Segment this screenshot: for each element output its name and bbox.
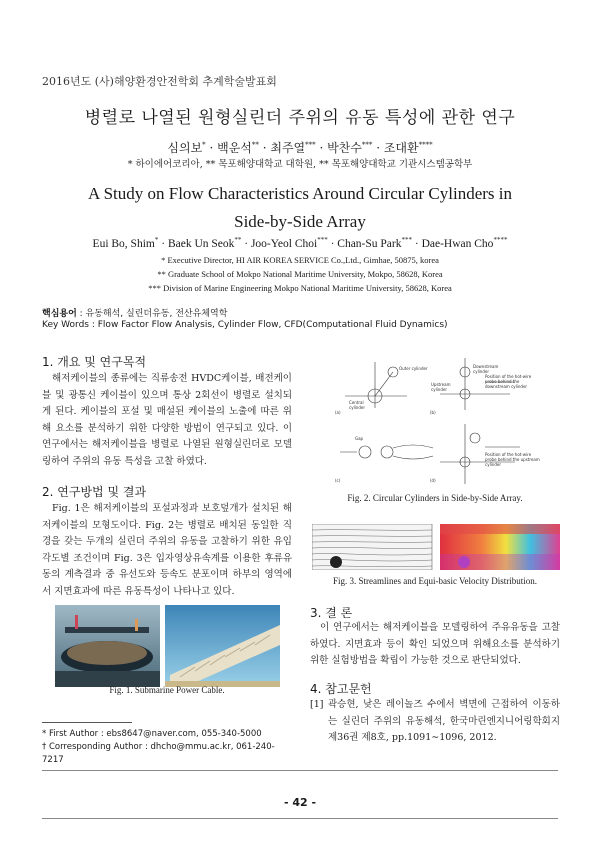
fig2-central-cylinder-label: Central cylinder xyxy=(349,400,365,410)
keywords-korean: 핵심용어 : 유동해석, 실린더유동, 전산유체역학 xyxy=(42,309,228,319)
english-affiliation-3: *** Division of Marine Engineering Mokpo National Maritime University, 58628, Korea xyxy=(148,283,452,293)
english-title: A Study on Flow Characteristics Around Circular Cylinders in Side-by-Side Array xyxy=(87,184,512,231)
reference-1: [1] 곽승현, 낮은 레이놀즈 수에서 벽면에 근접하여 이동하는 실린더 주위의 유동해석, 한국마린엔지니어링학회지 제36권 제8호, pp.1091∼1096, 2012. xyxy=(310,699,560,744)
section-1-body: 해저케이블의 종류에는 직류송전 HVDC케이블, 배전케이블 및 광통신 케이블이 있으며 통상 2회선이 병렬로 설치되게 된다. 케이블의 포설 및 매설된 케이블의 노출에 따른 위해 요소를 분석하기 위한 다양한 방법이 연구되고 있다. 이 연구에서는 해저케이블을 병렬로 나열된 원형실린더로 모델링하여 주위의 유동 특성을 고찰 하였다. xyxy=(42,373,292,467)
fig2-gap-label: Gap xyxy=(355,436,364,441)
fig2-caption: Fig. 2. Circular Cylinders in Side-by-Side Array. xyxy=(347,493,523,503)
fig2-label-a: (a) xyxy=(335,410,341,415)
fig2-probe-downstream-label: Position of the hot-wire probe behind the downstream cylinder xyxy=(485,374,532,389)
section-4-heading: 4. 참고문헌 xyxy=(310,682,372,696)
section-1-heading: 1. 개요 및 연구목적 xyxy=(42,355,147,369)
fig2-probe-upstream-label: Position of the hot-wire probe behind the upstream cylinder xyxy=(485,452,540,467)
english-affiliation-1: * Executive Director, HI AIR KOREA SERVICE Co.,Ltd., Gimhae, 50875, korea xyxy=(161,255,439,265)
footnotes: * First Author : ebs8647@naver.com, 055-340-5000 † Corresponding Author : dhcho@mmu.ac.kr, 061-240-7217 xyxy=(42,729,275,765)
fig2-diagram xyxy=(335,352,545,490)
fig2-label-c: (c) xyxy=(335,478,341,483)
fig1-caption: Fig. 1. Submarine Power Cable. xyxy=(109,685,225,695)
keywords-english: Key Words : Flow Factor Flow Analysis, Cylinder Flow, CFD(Computational Fluid Dynamics) xyxy=(42,320,448,330)
section-2-heading: 2. 연구방법 및 결과 xyxy=(42,485,147,499)
fig2-label-b: (b) xyxy=(430,410,436,415)
korean-authors: 심의보* · 백운석** · 최주열*** · 박찬수*** · 조대환**** xyxy=(167,141,433,155)
fig2-outer-cylinder-label: Outer cylinder xyxy=(399,366,428,371)
fig1-image xyxy=(55,605,280,687)
fig3-caption: Fig. 3. Streamlines and Equi-basic Velocity Distribution. xyxy=(332,576,538,586)
korean-affiliations: * 하이에어코리아, ** 목포해양대학교 대학원, ** 목포해양대학교 기관시스템공학부 xyxy=(127,159,473,170)
fig2-upstream-cylinder-label: Upstream cylinder xyxy=(431,382,451,392)
korean-title: 병렬로 나열된 원형실린더 주위의 유동 특성에 관한 연구 xyxy=(84,108,516,128)
section-3-heading: 3. 결 론 xyxy=(310,606,353,620)
fig2-downstream-cylinder-label: Downstream cylinder xyxy=(473,364,499,374)
page-rule-top xyxy=(42,770,558,771)
section-2-body: Fig. 1은 해저케이블의 포설과정과 보호덮개가 설치된 해저케이블의 모형도이다. Fig. 2는 병렬로 배치된 동일한 직경을 갖는 두개의 실린더 주위의 유동을 고찰하기 위한 유입각도별 조건이며 Fig. 3은 입자영상유속계를 이용한 후류유동의 계측결과 중 유선도와 등속도 분포이며 하부의 영역에서 지면효과에 따른 유동특성이 나타나고 있다. xyxy=(42,503,292,597)
footnote-rule xyxy=(42,722,132,723)
section-3-body: 이 연구에서는 해저케이블을 모델링하여 주유유동을 고찰하였다. 지면효과 등이 확인 되었으며 위해요소를 분석하기 위한 실험방법을 확립이 가능한 것으로 판단되었다. xyxy=(310,622,560,667)
english-affiliation-2: ** Graduate School of Mokpo National Maritime University, Mokpo, 58628, Korea xyxy=(157,269,443,279)
page-number: - 42 - xyxy=(283,796,317,809)
fig2-label-d: (d) xyxy=(430,478,436,483)
english-authors: Eui Bo, Shim* · Baek Un Seok** · Joo-Yeol Choi*** · Chan-Su Park*** · Dae-Hwan Cho**** xyxy=(92,236,508,250)
page-rule-bottom xyxy=(42,818,558,819)
fig3-image xyxy=(312,524,560,570)
conference-header: 2016년도 (사)해양환경안전학회 추계학술발표회 xyxy=(42,75,277,88)
